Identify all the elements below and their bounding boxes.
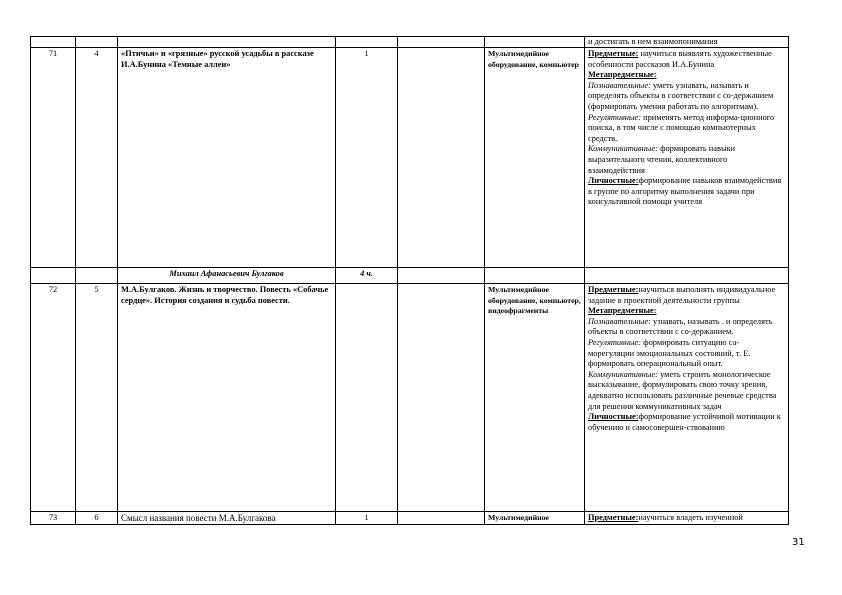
- personal-label: Личностные:: [588, 176, 639, 186]
- cell-num: 71: [31, 48, 76, 268]
- personal-text: формирование навыков взаимодействия в группе по алгоритму выполнения задачи при консультивной помощи учителя: [588, 176, 782, 207]
- cell-empty: [398, 268, 485, 284]
- communicative-label: Коммуникативные:: [588, 369, 658, 379]
- cell-empty: [398, 37, 485, 48]
- cell-num: [31, 37, 76, 48]
- communicative-text: формировать навыки выразительного чтения, коллективного взаимодействия: [588, 144, 736, 175]
- cell-num: [31, 268, 76, 284]
- cognitive-text: уметь узнавать, называть и определять объекты в соответствии с со-держанием (формировать умения работать по алгоритмам).: [588, 80, 774, 111]
- regulative-text: применять метод информа-ционного поиска, в том числе с помощью компьютерных средств.: [588, 112, 775, 143]
- lesson-plan-sheet: [30, 36, 788, 525]
- subject-results-label: Предметные:: [588, 513, 639, 522]
- section-hours: 4 ч.: [336, 268, 398, 284]
- cell-equipment: Мультимедийное оборудование, компьютер, видеофрагменты: [485, 284, 585, 512]
- cell-results: [585, 37, 789, 48]
- communicative-label: Коммуникативные:: [588, 144, 658, 154]
- cell-lesson: [76, 37, 118, 48]
- meta-results-label: Метапредметные:: [588, 70, 657, 80]
- cell-empty: [398, 48, 485, 268]
- cell-equipment: Мультимедийное оборудование, компьютер: [485, 48, 585, 268]
- page-number: 31: [792, 537, 805, 548]
- cognitive-label: Познавательные:: [588, 80, 651, 90]
- cell-hours: [336, 284, 398, 512]
- cell-num: 73: [31, 512, 76, 525]
- section-row: [31, 268, 789, 284]
- personal-label: Личностные:: [588, 412, 639, 422]
- cell-hours: 1: [336, 48, 398, 268]
- regulative-label: Регулятивные:: [588, 112, 642, 122]
- communicative-text: уметь строить монологическое высказывание, формулировать свою точку зрения, адекватно использовать различные речевые средства для решения коммуникативных задач: [588, 369, 777, 411]
- cell-topic: [118, 37, 336, 48]
- subject-results-text: научиться владеть изученной: [638, 513, 743, 522]
- cell-empty: [398, 512, 485, 525]
- cell-lesson: 6: [76, 512, 118, 525]
- cell-results: [585, 48, 789, 268]
- cognitive-label: Познавательные:: [588, 316, 651, 326]
- subject-results-label: Предметные:: [588, 285, 639, 294]
- cell-lesson: 4: [76, 48, 118, 268]
- subject-results-label: Предметные:: [588, 49, 639, 58]
- cell-hours: 1: [336, 512, 398, 525]
- cell-empty: [398, 284, 485, 512]
- cell-equipment: Мультимедийное: [485, 512, 585, 525]
- table-row-72: [31, 284, 789, 512]
- cell-lesson: 5: [76, 284, 118, 512]
- cell-hours: [336, 37, 398, 48]
- regulative-label: Регулятивные:: [588, 337, 642, 347]
- regulative-text: формировать ситуацию са-морегуляции эмоциональных состояний, т. Е. формировать операциональный опыт.: [588, 337, 751, 369]
- cell-topic: М.А.Булгаков. Жизнь и творчество. Повесть «Собачье сердце». История создания и судьба повести.: [118, 284, 336, 512]
- cell-topic: Смысл названия повести М.А.Булгакова: [118, 512, 336, 525]
- cell-num: 72: [31, 284, 76, 512]
- cell-results: [585, 268, 789, 284]
- cell-results: [585, 284, 789, 512]
- section-title: Михаил Афанасьевич Булгаков: [118, 268, 336, 284]
- cell-topic: «Птичьи» и «грязные» русской усадьбы в рассказе И.А.Бунина «Темные аллеи»: [118, 48, 336, 268]
- table-row-73: [31, 512, 789, 525]
- meta-results-label: Метапредметные:: [588, 306, 657, 316]
- subject-results-text: научиться выявлять художественные особенности рассказов И.А.Бунина: [588, 49, 772, 69]
- table-row-continuation: [31, 37, 789, 48]
- cell-equipment: [485, 37, 585, 48]
- cell-lesson: [76, 268, 118, 284]
- lesson-plan-table: [30, 36, 789, 525]
- result-tail-text: и достигать в нем взаимопонимания: [588, 37, 718, 46]
- cell-results: [585, 512, 789, 525]
- personal-text: формирование устойчивой мотивации к обучению и самосовершен-ствованию: [588, 412, 781, 432]
- cell-equipment: [485, 268, 585, 284]
- cognitive-text: узнавать, называть . и определять объекты в соответствии с со-держанием.: [588, 316, 773, 337]
- table-row-71: [31, 48, 789, 268]
- subject-results-text: научиться выполнять индивидуальное задание в проектной деятельности группы: [588, 285, 776, 305]
